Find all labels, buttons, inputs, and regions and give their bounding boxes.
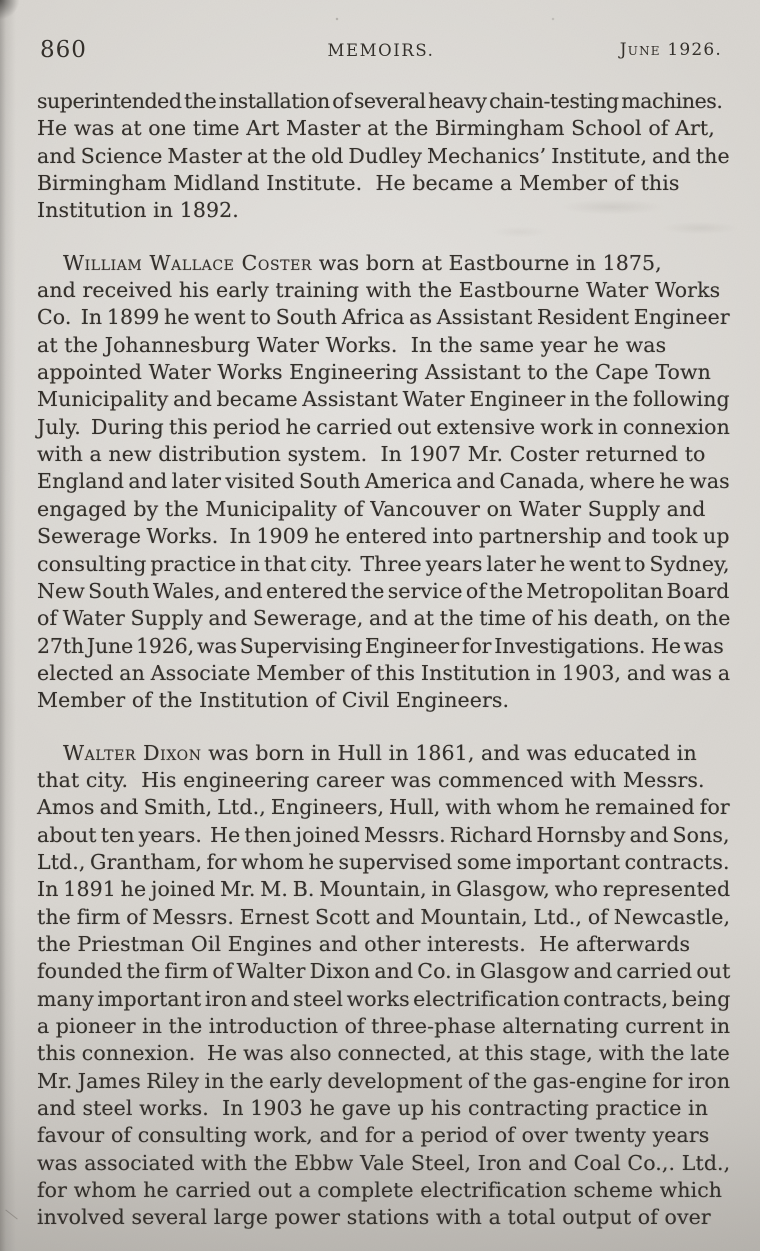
text-line: and received his early training with the Eastbourne Water Works <box>37 278 721 303</box>
text-line: at the Johannesburg Water Works. In the same year he was <box>37 332 667 357</box>
page-body <box>37 88 730 1251</box>
text-line: engaged by the Municipality of Vancouver on Water Supply and <box>37 496 706 521</box>
text-line: and steel works. In 1903 he gave up his contracting practice in <box>37 1096 709 1121</box>
issue-date: June 1926. <box>619 40 722 60</box>
text-line: and Science Master at the old Dudley Mechanics’ Institute, and the <box>37 143 730 168</box>
text-line: Mr. James Riley in the early development of the gas-engine for iron <box>37 1068 731 1093</box>
person-name-smallcaps: Walter Dixon <box>63 740 202 765</box>
text-line: the firm of Messrs. Ernest Scott and Mountain, Ltd., of Newcastle, <box>37 904 731 929</box>
text-line: superintended the installation of several heavy chain-testing machines. <box>37 89 723 113</box>
text-line: about ten years. He then joined Messrs. Richard Hornsby and Sons, <box>37 822 730 847</box>
text-line: appointed Water Works Engineering Assistant to the Cape Town <box>37 360 711 385</box>
paragraph-dixon-memoir <box>37 740 730 1232</box>
text-line: William Wallace Coster was born at Eastbourne in 1875, <box>63 250 662 275</box>
page-header <box>40 37 722 65</box>
text-line: was associated with the Ebbw Vale Steel, Iron and Coal Co.,. Ltd., <box>37 1150 731 1175</box>
text-line: Co. In 1899 he went to South Africa as Assistant Resident Engineer <box>37 305 730 330</box>
text-line: Birmingham Midland Institute. He became a Member of this <box>37 171 680 196</box>
paragraph-coster-memoir <box>37 250 730 715</box>
person-name-smallcaps: William Wallace Coster <box>63 250 313 275</box>
text-line: In 1891 he joined Mr. M. B. Mountain, in Glasgow, who represented <box>37 877 731 902</box>
text-line: consulting practice in that city. Three years later he went to Sydney, <box>37 551 730 576</box>
text-line: elected an Associate Member of this Institution in 1903, and was a <box>37 660 731 685</box>
text-line: favour of consulting work, and for a period of over twenty years <box>37 1123 710 1148</box>
text-line: New South Wales, and entered the service of the Metropolitan Board <box>37 578 730 603</box>
text-line: Municipality and became Assistant Water Engineer in the following <box>37 387 730 412</box>
text-line: Institution in 1892. <box>37 198 239 223</box>
text-line: that city. His engineering career was commenced with Messrs. <box>37 767 705 792</box>
text-line: with a new distribution system. In 1907 Mr. Coster returned to <box>37 442 706 467</box>
text-line: England and later visited South America and Canada, where he was <box>37 469 730 494</box>
text-line: involved several large power stations with a total output of over <box>37 1205 711 1230</box>
text-line: July. During this period he carried out extensive work in connexion <box>37 414 730 439</box>
text-line: Member of the Institution of Civil Engineers. <box>37 688 510 713</box>
page-number: 860 <box>40 37 87 63</box>
paragraph-continuation <box>37 88 730 225</box>
text-line: 27th June 1926, was Supervising Engineer for Investigations. He was <box>37 633 724 658</box>
text-line: for whom he carried out a complete electrification scheme which <box>37 1178 723 1203</box>
text-line: founded the firm of Walter Dixon and Co. in Glasgow and carried out <box>37 959 731 984</box>
text-line: many important iron and steel works electrification contracts, being <box>37 986 731 1011</box>
text-line: of Water Supply and Sewerage, and at the time of his death, on the <box>37 606 731 631</box>
text-line: He was at one time Art Master at the Birmingham School of Art, <box>37 116 715 141</box>
text-line: Ltd., Grantham, for whom he supervised some important contracts. <box>37 849 730 874</box>
scratch-mark <box>5 1209 17 1219</box>
text-line: Sewerage Works. In 1909 he entered into partnership and took up <box>37 524 730 549</box>
text-line: the Priestman Oil Engines and other interests. He afterwards <box>37 931 691 956</box>
text-line: Amos and Smith, Ltd., Engineers, Hull, with whom he remained for <box>37 795 730 820</box>
text-line: a pioneer in the introduction of three-phase alternating current in <box>37 1014 731 1038</box>
text-line: Walter Dixon was born in Hull in 1861, and was educated in <box>63 740 697 765</box>
text-line: this connexion. He was also connected, at this stage, with the late <box>37 1041 730 1066</box>
running-title: MEMOIRS. <box>327 41 435 60</box>
